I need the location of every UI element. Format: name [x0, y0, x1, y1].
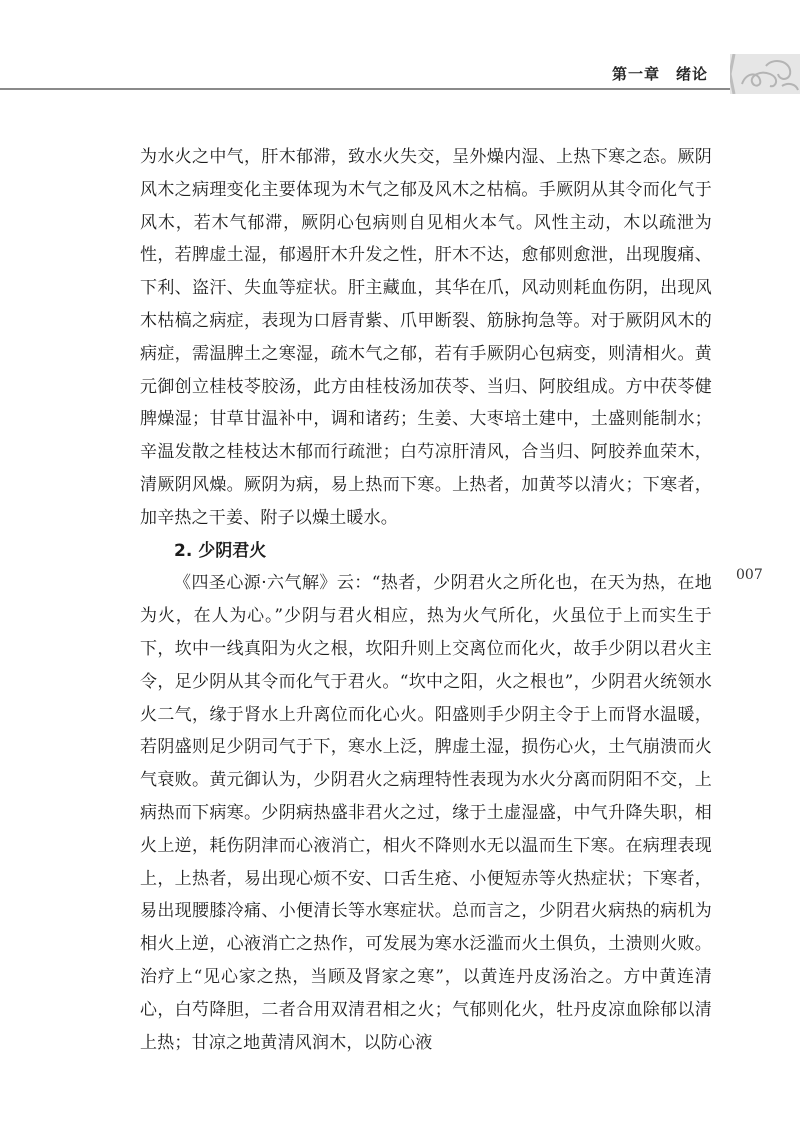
chapter-title: 第一章 绪论 — [612, 65, 709, 83]
main-text — [140, 141, 712, 1059]
page-number: 007 — [736, 567, 763, 583]
header-rule — [0, 88, 740, 90]
section-heading: 2. 少阴君火 — [174, 540, 267, 561]
paragraph-continued: 为水火之中气，肝木郁滞，致水火失交，呈外燥内湿、上热下寒之态。厥阴风木之病理变化主要体现为木气之郁及风木之枯槁。手厥阴从其令而化气于风木，若木气郁滞，厥阴心包病则自见相火本气。风性主动，木以疏泄为性，若脾虚土湿，郁遏肝木升发之性，肝木不达，愈郁则愈泄，出现腹痛、下利、盗汗、失血等症状。肝主藏血，其华在爪，风动则耗血伤阴，出现风木枯槁之病症，表现为口唇青紫、爪甲断裂、筋脉拘急等。对于厥阴风木的病症，需温脾土之寒湿，疏木气之郁，若有手厥阴心包病变，则清相火。黄元御创立桂枝苓胶汤，此方由桂枝汤加茯苓、当归、阿胶组成。方中茯苓健脾燥湿；甘草甘温补中，调和诸药；生姜、大枣培土建中，土盛则能制水；辛温发散之桂枝达木郁而行疏泄；白芍凉肝清风，合当归、阿胶养血荣木，清厥阴风燥。厥阴为病，易上热而下寒。上热者，加黄芩以清火；下寒者，加辛热之干姜、附子以燥土暖水。 — [140, 147, 712, 528]
paragraph: 《四圣心源·六气解》云：“热者，少阴君火之所化也，在天为热，在地为火，在人为心。”少阴与君火相应，热为火气所化，火虽位于上而实生于下，坎中一线真阳为火之根，坎阳升则上交离位而化火，故手少阴以君火主令，足少阴从其令而化气于君火。“坎中之阳，火之根也”，少阴君火统领水火二气，缘于肾水上升离位而化心火。阳盛则手少阴主令于上而肾水温暖，若阴盛则足少阴司气于下，寒水上泛，脾虚土湿，损伤心火，土气崩溃而火气衰败。黄元御认为，少阴君火之病理特性表现为水火分离而阴阳不交，上病热而下病寒。少阴病热盛非君火之过，缘于土虚湿盛，中气升降失职，相火上逆，耗伤阴津而心液消亡，相火不降则水无以温而生下寒。在病理表现上，上热者，易出现心烦不安、口舌生疮、小便短赤等火热症状；下寒者，易出现腰膝冷痛、小便清长等水寒症状。总而言之，少阴君火病热的病机为相火上逆，心液消亡之热作，可发展为寒水泛滥而火土俱负，土溃则火败。治疗上“见心家之热，当顾及肾家之寒”，以黄连丹皮汤治之。方中黄连清心，白芍降胆，二者合用双清君相之火；气郁则化火，牡丹皮凉血除郁以清上热；甘凉之地黄清风润木，以防心液 — [140, 573, 712, 1053]
running-header — [0, 52, 800, 92]
cloud-ornament-icon — [730, 54, 800, 94]
